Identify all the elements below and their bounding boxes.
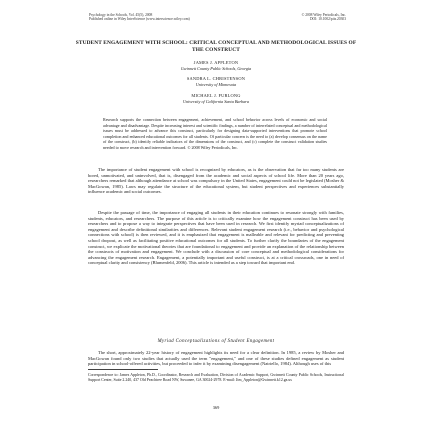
author-name: JAMES J. APPLETON: [193, 60, 239, 65]
author-affiliation: Gwinnett County Public Schools, Georgia: [180, 66, 252, 71]
correspondence-footnote: Correspondence to: James Appleton, Ph.D., Coordinator, Research and Evaluation, Division of Academic Support, Gwinnett County Public Schools, Instructional Support Center, Suite 2.240, 437 Old Peachtree Road NW, Suwanee, GA 30024-2978. E-mail: Jim_Appleton@Gwinnett.k12.ga.us: [88, 373, 344, 382]
body-paragraph: The importance of student engagement with school is recognized by educators, as is the observation that far too many students are bored, unmotivated, and uninvolved, that is, disengaged from the academic and social aspects of school life. More than 20 years ago, researchers remarked that although attendance at school was compulsory in the United States, engagement could not be legislated (Mosher & MacGowan, 1985). Laws may regulate the structure of the educational system, but student perspectives and experiences substantially influence academic and social outcomes.: [88, 167, 344, 195]
footnote-rule: [88, 369, 158, 370]
author-name: SANDRA L. CHRISTENSON: [186, 76, 246, 81]
copyright-line: © 2008 Wiley Periodicals, Inc.: [301, 13, 346, 17]
doi-line: DOI: 10.1002/pits.20303: [309, 17, 346, 22]
journal-online-note: Published online in Wiley InterScience (www.interscience.wiley.com): [89, 17, 190, 22]
body-paragraph: Despite the passage of time, the importance of engaging all students in their education continues to resonate strongly with families, students, educators, and researchers. The purpose of this article is to critically examine how the engagement construct has been used by researchers and to propose a way to integrate perspectives that have been used in research. We first identify myriad conceptualizations of engagement and describe definitional similarities and differences. Relevant student engagement research (i.e., behavior and psychological connections with school) is then reviewed, and it is emphasized that engagement is malleable and relevant for predicting and preventing school dropout, as well as facilitating positive educational outcomes for all students. To further clarify the boundaries of the engagement construct, we explicate the motivational theories that are foundational to engagement and provide an explanation of the relationship between the constructs of motivation and engagement. We conclude with a discussion of core conceptual and methodological considerations for advancing the engagement research. Engagement, a potentially important and useful construct, is at a critical crossroads, one in need of conceptual clarity and consistency (Blumenfeld, 2006). This article is intended as a step toward that important end.: [88, 210, 344, 266]
section-heading: Myriad Conceptualizations of Student Engagement: [157, 339, 275, 344]
page-number: 369: [212, 405, 220, 410]
body-paragraph: The short, approximately 22-year history of engagement highlights its need for a clear definition. In 1985, a review by Mosher and MacGowan found only two studies that actually used the term "engagement," and one of these studies defined engagement as student participation in school-offered activities, but proceeded to infer it by examining disengagement (Natriello, 1984). Although uses of this: [88, 350, 344, 367]
abstract: Research supports the connection between engagement, achievement, and school behavior across levels of economic and social advantage and disadvantage. Despite increasing interest and scientific findings, a number of interrelated conceptual and methodological issues must be addressed to advance this construct, particularly for designing data-supported interventions that promote school completion and enhanced educational outcomes for all students. Of particular concern is the need to (a) develop consensus on the name of the construct, (b) identify reliable indicators of the dimensions of the construct, and (c) complete the construct validation studies needed to move research and intervention forward. © 2008 Wiley Periodicals, Inc.: [103, 117, 327, 150]
journal-citation: Psychology in the Schools, Vol. 45(5), 2008: [89, 13, 153, 17]
author-affiliation: University of Minnesota: [195, 82, 237, 87]
article-title: STUDENT ENGAGEMENT WITH SCHOOL: CRITICAL CONCEPTUAL AND METHODOLOGICAL ISSUES OF THE CONSTRUCT: [75, 40, 357, 53]
journal-header-left: [89, 13, 190, 21]
author-affiliation: University of California Santa Barbara: [182, 99, 250, 104]
author-name: MICHAEL J. FURLONG: [191, 93, 241, 98]
journal-header-right: [302, 13, 346, 21]
